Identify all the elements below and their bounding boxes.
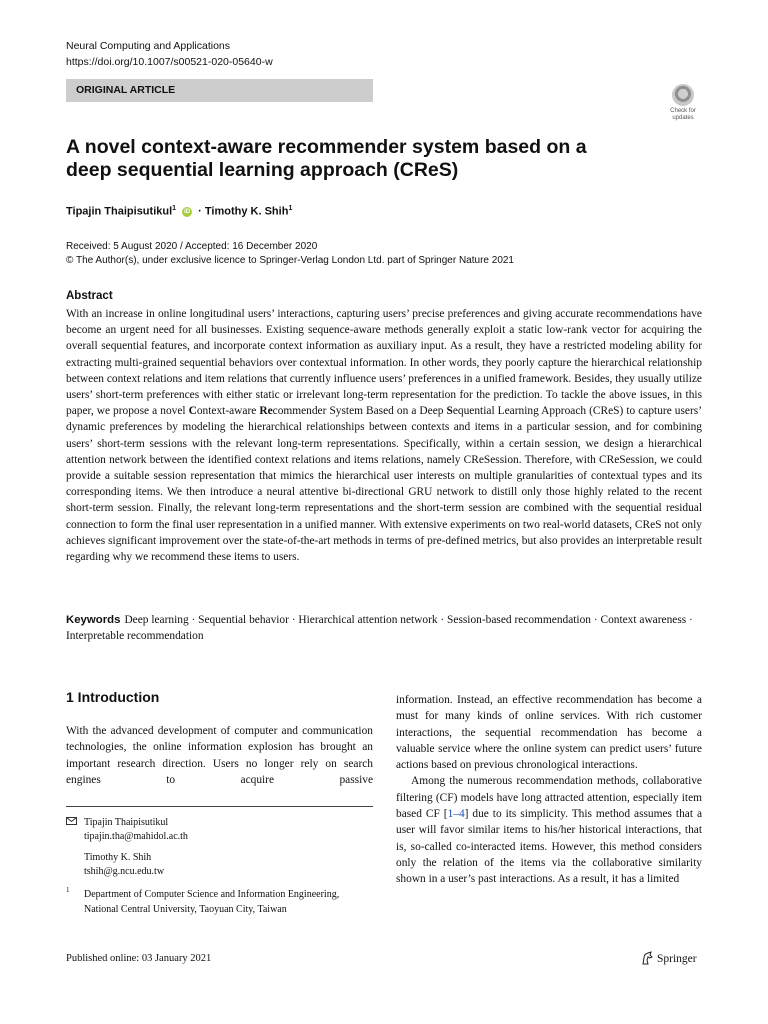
author-name[interactable]: Timothy K. Shih bbox=[204, 205, 289, 218]
abstract-text-segment: equential Learning Approach (CReS) to capture users’ dynamic preferences by modeling the hierarchical relationships between contexts and items in a particular session, and for combining users’ short-term sessions with the relevant long-term representations. Specifically, within a certain session, we design a hierarchical attention network between the identified context relations and items relations, namely CReSession. Therefore, with CReSession, we could provide a suitable session representation that mimics the hierarchical user interests on multiple granularities of contextual types and its corresponding items. We then introduce a neural attentive bi-directional GRU network to distill only those highly related to the recent short-term session. Finally, the relevant long-term representations and the short-term session are combined with the sequential residual connection to form the final user representation in a unified manner. With extensive experiments on two real-world datasets, CReS not only achieves significant improvement over the state-of-the-art methods in terms of pre-defined metrics, but also provides an interpretable result regarding why we recommend these items to users. bbox=[66, 405, 702, 564]
envelope-icon bbox=[66, 816, 77, 828]
publisher-logo bbox=[640, 951, 697, 965]
copyright-notice: © The Author(s), under exclusive licence to Springer-Verlag London Ltd. part of Springer Nature 2021 bbox=[66, 255, 514, 266]
abstract-text-segment: ontext-aware bbox=[196, 405, 260, 418]
intro-paragraph bbox=[396, 773, 702, 887]
author-name[interactable]: Tipajin Thaipisutikul bbox=[66, 205, 173, 218]
published-online-date: Published online: 03 January 2021 bbox=[66, 953, 212, 964]
affiliation-marker: 1 bbox=[172, 205, 177, 212]
acronym-letter: Re bbox=[259, 405, 273, 418]
check-for-updates-icon[interactable] bbox=[665, 84, 701, 124]
intro-right-column bbox=[396, 692, 702, 888]
corresponding-author-name: Tipajin Thaipisutikul bbox=[84, 817, 169, 828]
abstract-text-segment: commender System Based on a Deep bbox=[272, 405, 447, 418]
received-accepted-dates: Received: 5 August 2020 / Accepted: 16 December 2020 bbox=[66, 241, 318, 252]
abstract-heading: Abstract bbox=[66, 290, 113, 302]
keywords-heading: Keywords bbox=[66, 614, 121, 626]
doi-link[interactable]: https://doi.org/10.1007/s00521-020-05640-w bbox=[66, 56, 273, 68]
author-footnote-email[interactable]: tshih@g.ncu.edu.tw bbox=[84, 866, 165, 877]
paragraph-text: ] due to its simplicity. This method assumes that a user will favor similar items to his/her historical interactions, that is, so-called co-interacted items. However, this method considers only the relation of the items via the collaborative similarity shown in a user’s past interactions. As a result, it has a limited bbox=[396, 808, 702, 886]
springer-horse-icon bbox=[640, 951, 654, 965]
abstract-body bbox=[66, 306, 702, 565]
orcid-icon[interactable]: iD bbox=[184, 208, 191, 215]
author-list bbox=[66, 205, 292, 218]
check-for-updates-label: Check for updates bbox=[670, 108, 696, 121]
affiliation-number: 1 bbox=[66, 886, 70, 894]
corresponding-author-email[interactable]: tipajin.tha@mahidol.ac.th bbox=[84, 831, 188, 842]
abstract-text-segment: With an increase in online longitudinal users’ interactions, capturing users’ precise preferences and giving accurate recommendations have become an urgent need for all businesses. Existing sequence-aware methods generally exploit a static low-rank vector for acquiring the overall sequential features, and incorporate context information as auxiliary input. As a result, they have a restricted modeling ability for extracting multi-grained sequential behaviors over contextual information. In other words, they poorly capture the hierarchical relationship between context relations and item relations that currently influence users’ preferences in a unified framework. Besides, they usually utilize users’ short-term preferences with either static or irrelevant long-term representation for the prediction. To tackle the above issues, in this paper, we propose a novel bbox=[66, 308, 702, 418]
author-footnote-name: Timothy K. Shih bbox=[84, 852, 152, 863]
article-type-bar: ORIGINAL ARTICLE bbox=[66, 79, 373, 102]
author-separator: · bbox=[198, 205, 202, 218]
paragraph-text: Among the numerous recommendation methods, collaborative filtering (CF) models have long attracted attention, especially item based CF [ bbox=[396, 775, 702, 821]
affiliation-text: Department of Computer Science and Information Engineering, National Central University, Taoyuan City, Taiwan bbox=[84, 889, 340, 915]
keywords-section bbox=[66, 612, 702, 644]
intro-paragraph: information. Instead, an effective recommendation has become a must for many kinds of online services. With rich customer interactions, the sequential recommendation has become a valuable service where the online system can predict users’ future actions based on previous chronological interactions. bbox=[396, 694, 702, 772]
section-heading: 1 Introduction bbox=[66, 689, 160, 705]
paper-title: A novel context-aware recommender system based on a deep sequential learning approach (CReS) bbox=[66, 136, 587, 181]
citation-link[interactable]: 1–4 bbox=[447, 808, 465, 821]
acronym-letter: S bbox=[446, 405, 453, 418]
intro-paragraph: With the advanced development of computer and communication technologies, the online information explosion has brought an important research direction. Users no longer rely on search engines to acquire passive bbox=[66, 725, 373, 786]
affiliation-marker: 1 bbox=[288, 205, 293, 212]
keywords-list: Deep learning · Sequential behavior · Hierarchical attention network · Session-based recommendation · Context awareness · Interpretable recommendation bbox=[66, 614, 693, 643]
publisher-name: Springer bbox=[657, 953, 697, 965]
footnote-divider bbox=[66, 806, 373, 807]
journal-name: Neural Computing and Applications bbox=[66, 40, 231, 52]
acronym-letter: C bbox=[188, 405, 197, 418]
